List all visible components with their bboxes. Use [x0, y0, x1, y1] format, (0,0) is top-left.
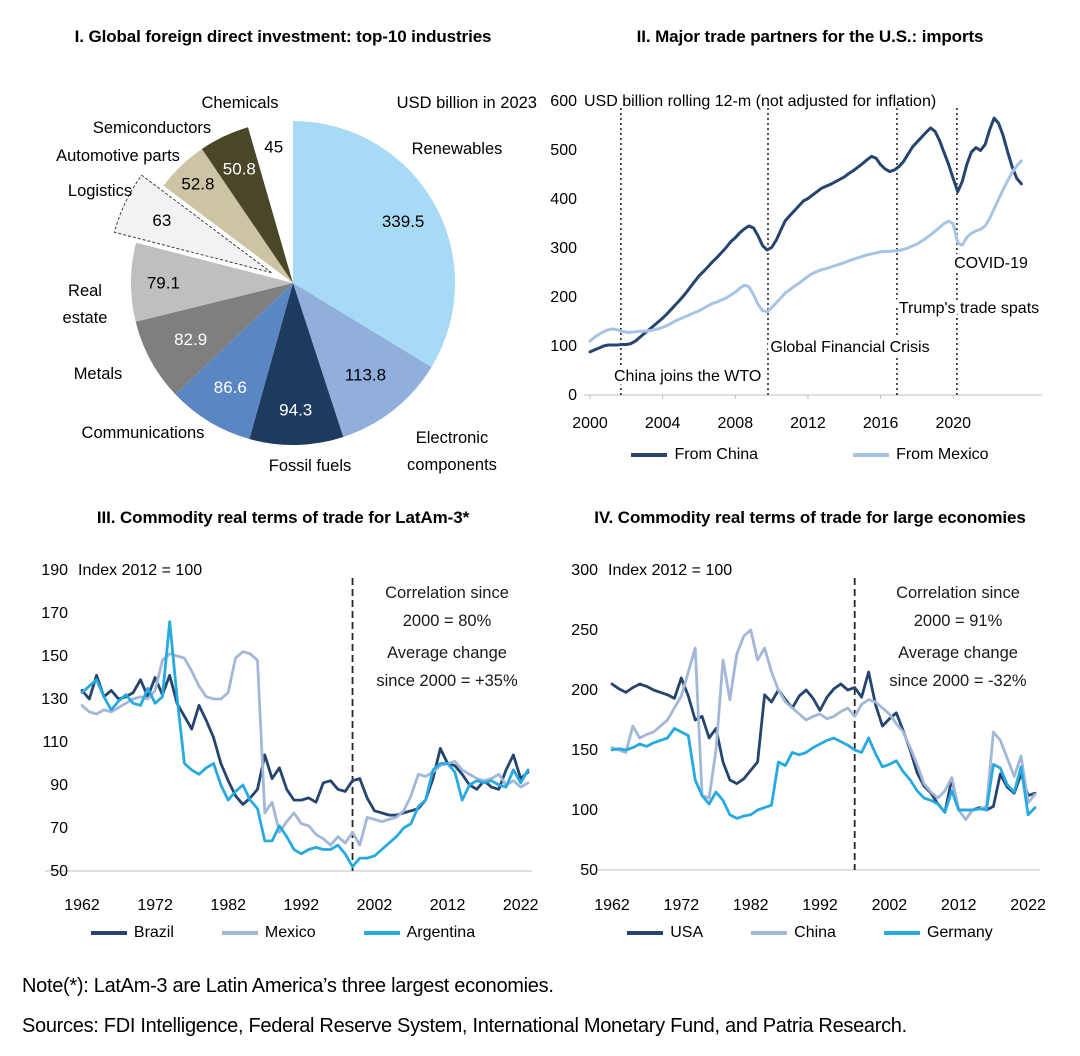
x-tick-label: 2000 [572, 415, 608, 432]
annotation-text: 2000 = 80% [402, 612, 492, 630]
y-tick-label: 200 [550, 289, 577, 306]
pie-value-logistics: 63 [152, 210, 172, 230]
y-tick-label: 50 [50, 863, 68, 880]
legend-latam [0, 924, 566, 942]
x-tick-label: 2002 [871, 897, 908, 914]
x-tick-label: 1962 [64, 897, 100, 914]
annotation-text: since 2000 = -32% [889, 672, 1027, 690]
annotation-text: Correlation since [896, 584, 1020, 602]
y-axis-title: Index 2012 = 100 [608, 562, 733, 579]
annotation-text: 2000 = 91% [913, 612, 1003, 630]
legend-item-germany [884, 924, 993, 942]
legend-item-usa [627, 924, 703, 942]
legend-swatch-germany [884, 931, 920, 934]
y-tick-label: 70 [50, 820, 68, 837]
annotation-text: since 2000 = +35% [376, 672, 518, 690]
y-tick-label: 100 [571, 802, 598, 819]
latam-terms-of-trade-chart-svg [0, 540, 566, 970]
y-tick-label: 50 [580, 862, 598, 879]
x-tick-label: 2022 [1010, 897, 1046, 914]
pie-label-communications: Communications [81, 424, 205, 442]
legend-imports [540, 446, 1080, 464]
pie-value-communications: 86.6 [213, 378, 247, 398]
x-tick-label: 1982 [210, 897, 247, 914]
legend-swatch-from-china [631, 453, 667, 456]
event-label-trump-s-trade-spats: Trump's trade spats [898, 300, 1040, 317]
pie-value-renewables: 339.5 [381, 212, 425, 232]
event-label-global-financial-crisis: Global Financial Crisis [770, 339, 930, 356]
x-tick-label: 2022 [502, 897, 539, 914]
pie-value-semiconductors: 50.8 [222, 159, 256, 179]
legend-swatch-usa [627, 931, 663, 934]
legend-label-brazil: Brazil [133, 924, 174, 941]
legend-swatch-argentina [364, 931, 400, 934]
event-label-covid-19: COVID-19 [954, 255, 1028, 272]
x-tick-label: 2012 [940, 897, 977, 914]
y-tick-label: 170 [41, 605, 68, 622]
y-tick-label: 250 [571, 622, 598, 639]
fdi-pie-chart-svg [0, 50, 566, 480]
y-tick-label: 110 [42, 734, 68, 751]
pie-label-fossil-fuels: Fossil fuels [268, 457, 352, 475]
legend-label-argentina: Argentina [406, 924, 476, 941]
pie-label-logistics: Logistics [67, 182, 133, 200]
y-axis-title: Index 2012 = 100 [78, 562, 203, 579]
pie-value-electronic-components: 113.8 [344, 365, 387, 385]
x-tick-label: 2020 [935, 415, 972, 432]
y-tick-label: 500 [550, 142, 577, 159]
y-tick-label: 400 [550, 191, 577, 208]
legend-swatch-china [751, 931, 787, 934]
y-tick-label: 0 [568, 387, 577, 404]
x-tick-label: 2002 [356, 897, 393, 914]
legend-item-from-china [631, 446, 758, 464]
panel3-title: III. Commodity real terms of trade for LatAm-3* [96, 508, 470, 527]
x-tick-label: 1992 [802, 897, 838, 914]
panel2-title: II. Major trade partners for the U.S.: imports [636, 27, 984, 46]
legend-item-china [751, 924, 836, 942]
pie-value-metals: 82.9 [174, 329, 208, 349]
pie-label-electronic-components: Electronic [415, 429, 489, 447]
footer-sources: Sources: FDI Intelligence, Federal Reserve System, International Monetary Fund, and Patria Research. [22, 1015, 907, 1037]
x-tick-label: 1962 [594, 897, 630, 914]
legend-item-argentina [364, 924, 476, 942]
us-imports-chart-svg [540, 50, 1080, 480]
pie-label-automotive-parts: Automotive parts [56, 147, 180, 165]
annotation-text: Average change [387, 644, 507, 662]
pie-value-automotive-parts: 52.8 [181, 174, 215, 194]
panel1-title: I. Global foreign direct investment: top-10 industries [74, 27, 492, 46]
legend-label-germany: Germany [926, 924, 993, 941]
legend-label-usa: USA [670, 924, 704, 941]
legend-swatch-brazil [91, 931, 127, 934]
pie-label-metals: Metals [73, 365, 123, 383]
pie-label-electronic-components: components [407, 456, 497, 474]
x-tick-label: 1982 [732, 897, 769, 914]
x-tick-label: 1972 [663, 897, 700, 914]
large-economies-chart-svg [540, 540, 1080, 970]
y-tick-label: 190 [41, 562, 68, 579]
legend-item-brazil [91, 924, 174, 942]
x-tick-label: 1972 [137, 897, 173, 914]
y-tick-label: 150 [571, 742, 598, 759]
annotation-text: Correlation since [385, 584, 509, 602]
pie-value-chemicals: 45 [264, 137, 284, 157]
y-tick-label: 100 [550, 338, 577, 355]
x-tick-label: 2012 [790, 415, 826, 432]
y-tick-label: 200 [571, 682, 598, 699]
pie-label-renewables: Renewables [411, 140, 503, 158]
legend-large-economies [540, 924, 1080, 942]
legend-label-mexico: Mexico [264, 924, 316, 941]
pie-value-real-estate: 79.1 [146, 273, 180, 293]
pie-label-real-estate: estate [62, 309, 108, 327]
legend-label-from-mexico: From Mexico [896, 446, 989, 463]
footer-note: Note(*): LatAm-3 are Latin America’s three largest economies. [22, 975, 554, 997]
y-tick-label: 300 [550, 240, 577, 257]
x-tick-label: 2012 [429, 897, 466, 914]
legend-label-china: China [794, 924, 836, 941]
y-axis-title: USD billion rolling 12-m (not adjusted for inflation) [584, 93, 937, 110]
x-tick-label: 2016 [862, 415, 899, 432]
event-label-china-joins-the-wto: China joins the WTO [614, 368, 762, 385]
legend-swatch-from-mexico [853, 453, 889, 456]
pie-unit-label: USD billion in 2023 [396, 94, 537, 112]
y-tick-label: 300 [571, 562, 598, 579]
pie-label-semiconductors: Semiconductors [92, 119, 212, 137]
y-tick-label: 600 [550, 93, 577, 110]
annotation-text: Average change [898, 644, 1018, 662]
x-tick-label: 2004 [644, 415, 681, 432]
legend-item-mexico [222, 924, 316, 942]
x-tick-label: 1992 [283, 897, 320, 914]
y-tick-label: 130 [41, 691, 68, 708]
pie-value-fossil-fuels: 94.3 [279, 400, 313, 420]
series-line-germany [612, 728, 1035, 818]
panel4-title: IV. Commodity real terms of trade for large economies [594, 508, 1026, 527]
legend-swatch-mexico [222, 931, 258, 934]
y-tick-label: 150 [41, 648, 68, 665]
legend-label-from-china: From China [674, 446, 759, 463]
x-tick-label: 2008 [717, 415, 754, 432]
y-tick-label: 90 [50, 777, 68, 794]
legend-item-from-mexico [853, 446, 988, 464]
pie-label-chemicals: Chemicals [201, 94, 279, 112]
pie-label-real-estate: Real [68, 282, 102, 300]
